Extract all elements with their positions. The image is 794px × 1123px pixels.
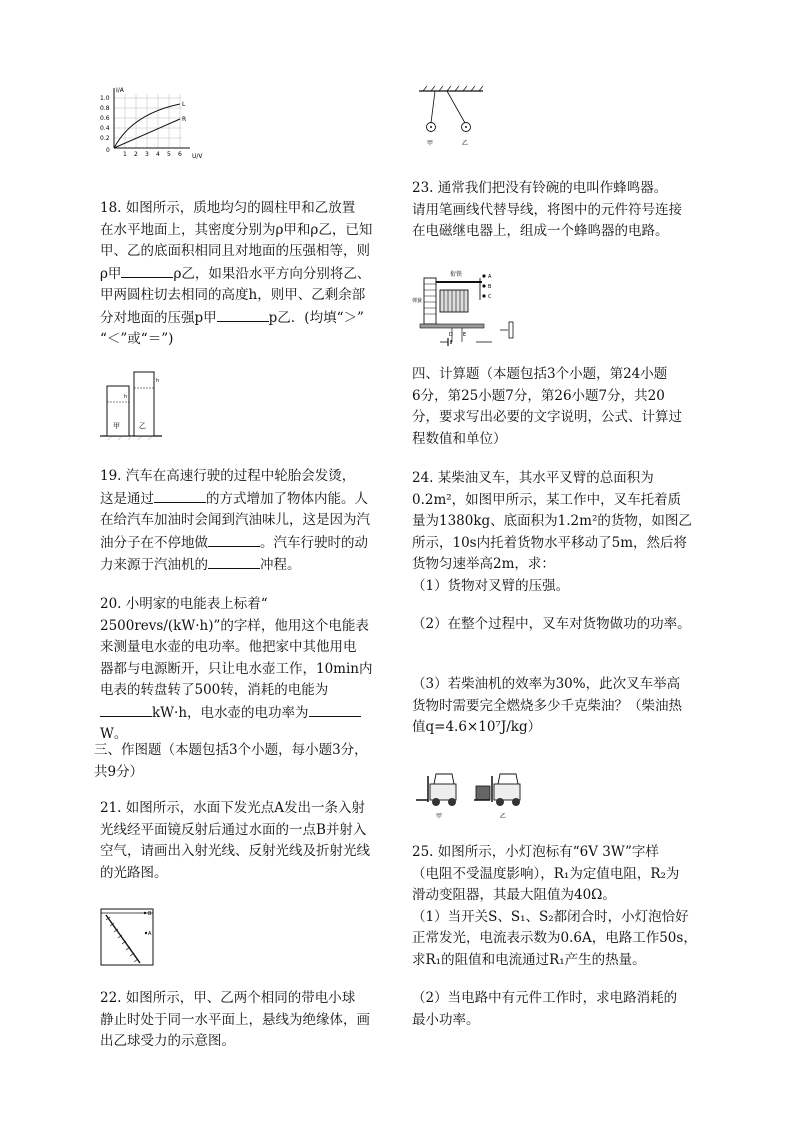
mirror-water-figure [100,905,156,967]
answer-blank[interactable] [154,488,206,503]
iu-graph [92,84,210,164]
answer-blank[interactable] [121,263,173,278]
answer-blank[interactable] [208,554,260,569]
x-tick: 5 [167,151,171,158]
answer-blank[interactable] [208,532,260,547]
h-label: h [156,378,160,384]
y-tick: 0 [106,147,110,154]
answer-blank[interactable] [100,702,152,717]
relay-figure [412,268,522,352]
curve-label-r: R [182,116,187,123]
h-label: h [124,394,128,400]
terminal-d-label: D [449,332,453,338]
curve-label-l: L [182,101,186,108]
question-24: 24. 某柴油叉车，其水平叉臂的总面积为 0.2m²，如图甲所示，某工作中，叉车托着质 量为1380kg、底面积为1.2m²的货物，如图乙 所示，10s内托着货物水平移动了5m，然后将 货物匀速举高2m，求： （1）货物对叉臂的压强。 [412,470,692,594]
question-23: 23. 通常我们把没有铃碗的电叫作蜂鸣器。 请用笔画线代替导线，将图中的元件符号连接 在电磁继电器上，组成一个蜂鸣器的电路。 [412,180,682,239]
ball-yi-label: 乙 [462,140,469,147]
x-tick: 3 [145,151,149,158]
spring-label: 弹簧 [412,298,423,304]
x-tick: 4 [156,151,160,158]
graph-y-label: I/A [116,87,124,94]
contact-b-label: B [488,284,492,290]
answer-blank[interactable] [309,702,361,717]
y-tick: 0.8 [100,105,110,112]
question-20: 20. 小明家的电能表上标着“ 2500revs/(kW·h)”的字样，他用这个电能表 来测量电水壶的电功率。他把家中其他用电 器都与电源断开，只让电水壶工作，10min内 电表的转盘转了500转，消耗的电能为 kW·h，电水壶的电功率为 W。 [100,596,373,742]
question-21: 21. 如图所示，水面下发光点A发出一条入射 光线经平面镜反射后通过水面的一点B并射入 空气，请画出入射光线、反射光线及折射光线 的光路图。 [100,800,370,881]
question-25: 25. 如图所示，小灯泡标有“6V 3W”字样 （电阻不受温度影响），R₁为定值电阻，R₂为 滑动变阻器，其最大阻值为40Ω。 （1）当开关S、S₁、S₂都闭合时，小灯泡恰好 正常发光，电流表示数为0.6A，电路工作50s， 求R₁的阻值和电流通过R₁产生的热量。 [412,844,697,968]
y-tick: 0.2 [100,135,110,142]
x-tick: 1 [123,151,127,158]
section-3-heading: 三、作图题（本题包括3个小题，每小题3分， 共9分） [94,742,368,780]
y-tick: 1.0 [100,95,110,102]
terminal-e-label: E [463,332,467,338]
ball-jia-label: 甲 [427,140,434,147]
answer-blank[interactable] [217,307,269,322]
point-b-label: B [148,911,152,917]
question-18: 18. 如图所示，质地均匀的圆柱甲和乙放置 在水平地面上，其密度分别为ρ甲和ρ乙，已知 甲、乙的底面积相同且对地面的压强相等，则 ρ甲 ρ乙，如果沿水平方向分别将乙、 甲两圆柱切去相同的高度h，则甲、乙剩余部 分对地面的压强p甲 p乙．(均填“＞” “＜”或“＝”) [100,200,373,347]
point-a-label: A [148,931,152,937]
contact-a-label: A [488,274,492,280]
x-tick: 2 [134,151,138,158]
question-24-part-3: （3）若柴油机的效率为30%，此次叉车举高 货物时需要完全燃烧多少千克柴油？（柴油热 值q=4.6×10⁷J/kg） [412,676,682,735]
question-24-part-2: （2）在整个过程中，叉车对货物做功的功率。 [412,616,691,632]
y-tick: 0.6 [100,115,110,122]
question-25-part-2: （2）当电路中有元件工作时，求电路消耗的 最小功率。 [412,990,678,1028]
question-22: 22. 如图所示，甲、乙两个相同的带电小球 静止时处于同一水平面上，悬线为绝缘体，画 出乙球受力的示意图。 [100,990,370,1049]
x-tick: 6 [178,151,182,158]
contact-c-label: C [488,294,492,300]
forklift-yi-label: 乙 [500,813,507,820]
cylinders-figure [100,370,162,440]
forklift-figure [414,770,532,820]
forklift-jia-label: 甲 [436,813,443,820]
jia-label: 甲 [113,422,120,430]
question-19: 19. 汽车在高速行驶的过程中轮胎会发烫， 这是通过 的方式增加了物体内能。人 在给汽车加油时会闻到汽油味儿，这是因为汽 油分子在不停地做 。汽车行驶时的动 力来源于汽油机的 冲程。 [100,468,370,573]
graph-x-label: U/V [192,153,203,160]
armature-label: 衔铁 [450,271,463,278]
yi-label: 乙 [139,422,146,430]
y-tick: 0.4 [100,125,110,132]
charged-balls-figure [415,85,487,155]
section-4-heading: 四、计算题（本题包括3个小题，第24小题 6分，第25小题7分，第26小题7分，共20 分，要求写出必要的文字说明，公式、计算过 程数值和单位） [412,366,682,447]
